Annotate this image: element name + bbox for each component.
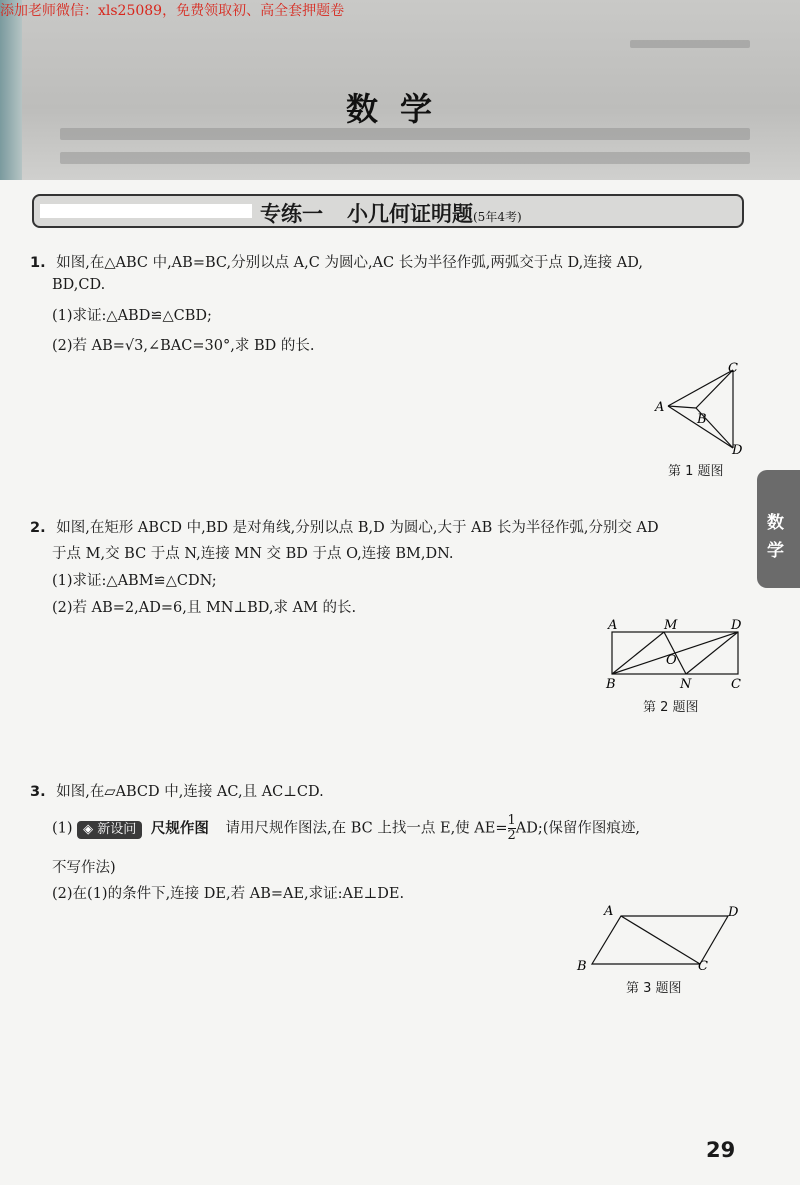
figure-label: B [606,677,616,692]
figure-label: O [666,653,677,668]
question-text: AD;(保留作图痕迹, [515,820,641,837]
question-number: 2. [30,520,46,536]
subject-side-tab [757,470,800,588]
side-tab-char: 数 [767,513,784,533]
figure-caption: 第 1 题图 [668,464,724,479]
page-title: 数学 [345,90,454,128]
fraction-denominator: 2 [507,828,516,843]
question-part: (2)在(1)的条件下,连接 DE,若 AB=AE,求证:AE⊥DE. [52,886,405,902]
section-header [32,194,744,228]
section-note: (5年4考) [473,210,522,224]
fraction [508,814,516,843]
question-text: 于点 M,交 BC 于点 N,连接 MN 交 BD 于点 O,连接 BM,DN. [52,546,454,562]
faded-bleedthrough-text [630,40,750,48]
new-question-badge: ◈ 新设问 [77,821,142,839]
faded-bleedthrough-text [60,152,750,164]
section-title [260,198,522,228]
watermark: 添加老师微信：xls25089，免费领取初、高全套押题卷 [0,3,345,19]
question-text: 如图,在矩形 ABCD 中,BD 是对角线,分别以点 B,D 为圆心,大于 AB 长为半径作弧,分别交 AD [56,520,659,536]
question-number: 1. [30,255,46,271]
question-text: 如图,在▱ABCD 中,连接 AC,且 AC⊥CD. [56,784,324,800]
question-part-prefix: (1) [52,820,73,837]
question-part: (2)若 AB=2,AD=6,且 MN⊥BD,求 AM 的长. [52,600,357,616]
question-text: BD,CD. [52,277,106,293]
figure-label: D [732,443,743,458]
badge-text: 新设问 [97,821,137,837]
question-part: (2)若 AB=√3,∠BAC=30°,求 BD 的长. [52,338,315,354]
figure-label: A [655,400,665,415]
figure-label: A [604,904,614,919]
question-text: 不写作法) [52,860,116,876]
figure-label: D [731,618,742,633]
side-tab-char: 学 [767,541,784,561]
figure-caption: 第 3 题图 [626,981,682,996]
part-label: 尺规作图 [150,820,209,837]
figure-caption: 第 2 题图 [643,700,699,715]
figure-label: B [577,959,587,972]
question-text: 请用尺规作图法,在 BC 上找一点 E,使 AE= [225,820,508,837]
figure-label: B [697,412,707,427]
section-bar-highlight [40,204,252,218]
fraction-numerator: 1 [507,813,516,828]
figure-label: M [664,618,678,633]
page-number: 29 [706,1138,736,1162]
question-part: (1)求证:△ABD≌△CBD; [52,308,212,324]
figure-label: C [731,677,741,692]
figure-3 [570,900,750,972]
figure-label: A [608,618,618,633]
section-subtitle: 小几何证明题 [347,202,473,226]
section-label: 专练一 [260,202,323,226]
figure-label: N [680,677,692,692]
figure-1 [650,358,750,458]
question-text: 如图,在△ABC 中,AB=BC,分别以点 A,C 为圆心,AC 长为半径作弧,两弧交于点 D,连接 AD, [56,255,643,271]
figure-label: C [698,959,708,972]
figure-label: D [728,905,739,920]
figure-label: C [728,361,738,376]
figure-2 [598,614,748,694]
question-number: 3. [30,784,46,800]
question-part: (1)求证:△ABM≌△CDN; [52,573,217,589]
